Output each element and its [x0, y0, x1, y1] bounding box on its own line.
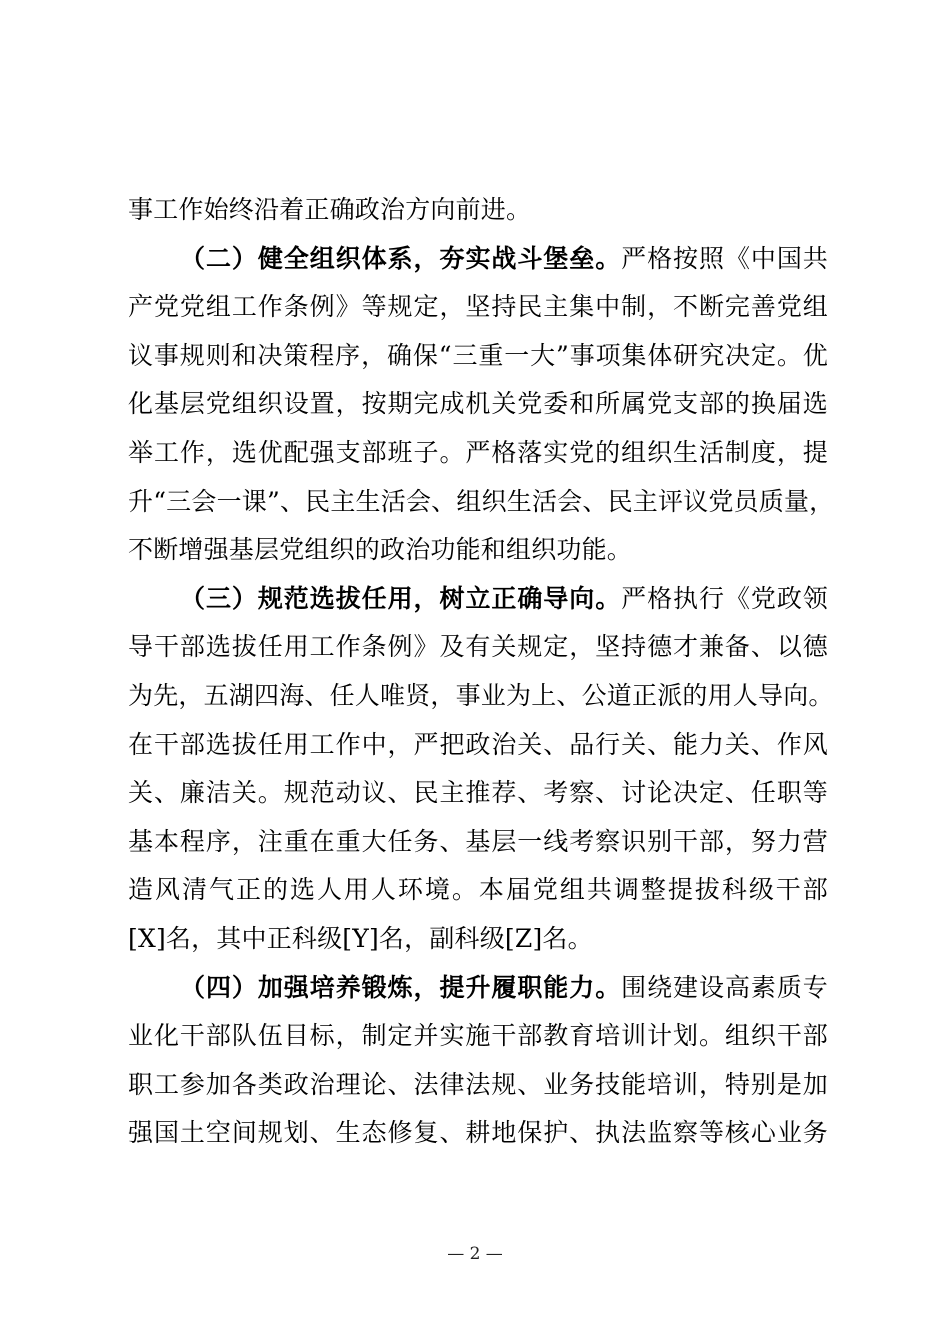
line-text: 不断增强基层党组织的政治功能和组织功能。: [128, 535, 633, 565]
line-text: 化基层党组织设置，按期完成机关党委和所属党支部的换届选: [128, 389, 828, 419]
document-body: [128, 186, 835, 1158]
text-line: [128, 429, 828, 478]
line-text: 围绕建设高素质专: [621, 972, 828, 1002]
text-line: [128, 283, 828, 332]
text-line: [128, 526, 828, 575]
text-line: [128, 915, 828, 964]
section-heading-line: [128, 575, 828, 624]
text-line: [128, 623, 828, 672]
line-text: 产党党组工作条例》等规定，坚持民主集中制，不断完善党组: [128, 292, 828, 322]
line-text: 举工作，选优配强支部班子。严格落实党的组织生活制度，提: [128, 437, 828, 467]
text-line: [128, 818, 828, 867]
text-line: [128, 186, 828, 235]
line-text: 导干部选拔任用工作条例》及有关规定，坚持德才兼备、以德: [128, 632, 828, 662]
line-text: 关、廉洁关。规范动议、民主推荐、考察、讨论决定、任职等: [128, 778, 828, 808]
section-heading-line: [128, 235, 828, 284]
text-line: [128, 721, 828, 770]
text-line: [128, 866, 828, 915]
text-line: [128, 769, 828, 818]
line-text: 职工参加各类政治理论、法律法规、业务技能培训，特别是加: [128, 1069, 828, 1099]
text-line: [128, 1012, 828, 1061]
line-text: 为先，五湖四海、任人唯贤，事业为上、公道正派的用人导向。: [128, 680, 834, 710]
line-text: 议事规则和决策程序，确保“三重一大”事项集体研究决定。优: [128, 340, 828, 370]
text-line: [128, 1061, 828, 1110]
text-line: [128, 478, 835, 527]
line-text: 事工作始终沿着正确政治方向前进。: [128, 195, 532, 224]
text-line: [128, 380, 828, 429]
line-text: 在干部选拔任用工作中，严把政治关、品行关、能力关、作风: [128, 729, 828, 759]
line-text: 严格按照《中国共: [621, 243, 828, 273]
section-heading: （二）健全组织体系，夯实战斗堡垒。: [180, 243, 622, 273]
text-line: [128, 672, 834, 721]
text-line: [128, 1109, 828, 1158]
line-text: 业化干部队伍目标，制定并实施干部教育培训计划。组织干部: [128, 1021, 828, 1051]
line-text: 严格执行《党政领: [621, 583, 828, 613]
line-text: [X]名，其中正科级[Y]名，副科级[Z]名。: [128, 923, 593, 953]
line-text: 造风清气正的选人用人环境。本届党组共调整提拔科级干部: [128, 875, 828, 905]
section-heading: （三）规范选拔任用，树立正确导向。: [180, 583, 622, 613]
page-number: — 2 —: [447, 1244, 503, 1264]
line-text: 基本程序，注重在重大任务、基层一线考察识别干部，努力营: [128, 826, 828, 856]
line-text: 升“三会一课”、民主生活会、组织生活会、民主评议党员质量，: [128, 486, 835, 516]
line-text: 强国土空间规划、生态修复、耕地保护、执法监察等核心业务: [128, 1118, 828, 1148]
text-line: [128, 332, 828, 381]
section-heading-line: [128, 964, 828, 1013]
section-heading: （四）加强培养锻炼，提升履职能力。: [180, 972, 622, 1002]
